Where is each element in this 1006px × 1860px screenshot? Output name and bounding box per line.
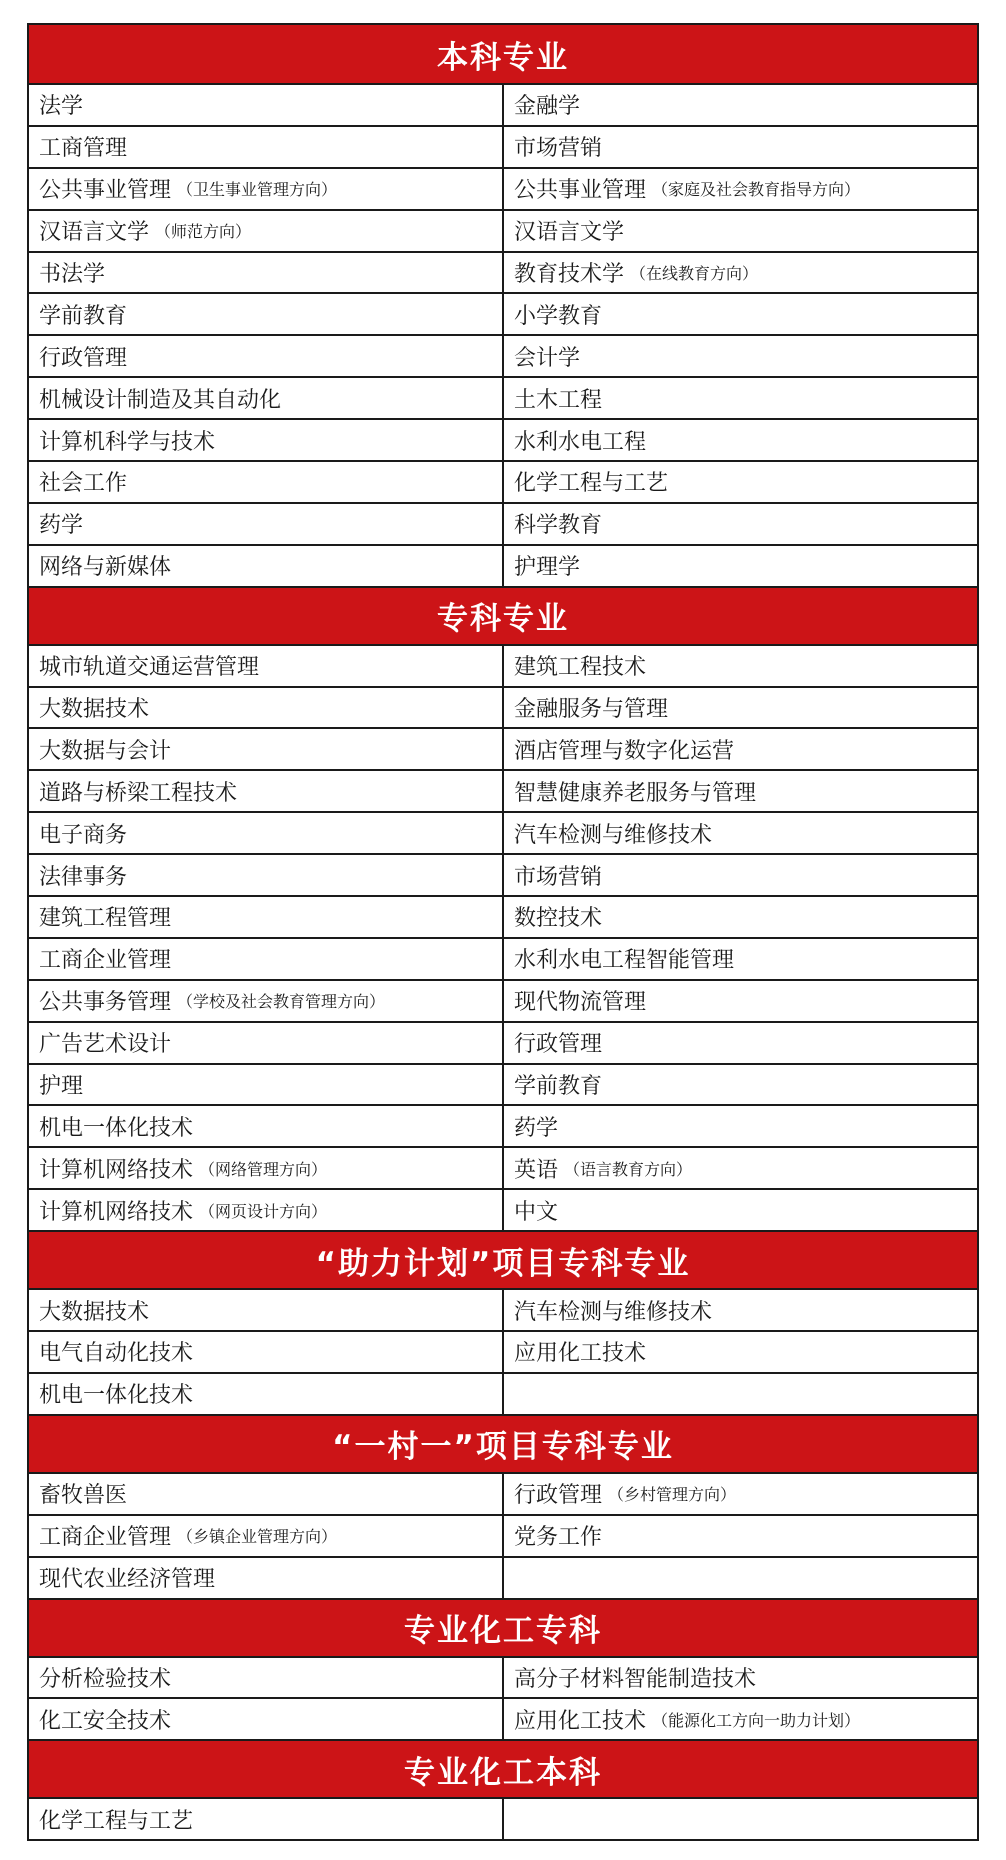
major-name: 公共事业管理 xyxy=(39,178,172,204)
major-name: 大数据与会计 xyxy=(39,738,172,764)
table-row xyxy=(29,811,977,853)
major-name: 护理 xyxy=(39,1074,84,1100)
major-cell xyxy=(504,546,977,586)
major-name: 道路与桥梁工程技术 xyxy=(39,780,238,806)
major-direction-note: （语言教育方向） xyxy=(564,1159,693,1179)
majors-table xyxy=(27,23,979,1841)
major-direction-note: （乡村管理方向） xyxy=(608,1485,737,1505)
major-cell xyxy=(504,897,977,937)
major-cell xyxy=(504,1658,977,1698)
major-cell xyxy=(504,1374,977,1414)
table-row xyxy=(29,1104,977,1146)
table-row xyxy=(29,937,977,979)
table-row xyxy=(29,1797,977,1839)
major-cell xyxy=(29,127,504,167)
table-row xyxy=(29,853,977,895)
major-cell xyxy=(29,85,504,125)
table-row xyxy=(29,83,977,125)
table-row xyxy=(29,644,977,686)
table-row xyxy=(29,251,977,293)
table-row xyxy=(29,895,977,937)
major-cell xyxy=(29,729,504,769)
major-cell xyxy=(29,1290,504,1330)
major-name: 药学 xyxy=(39,513,84,539)
major-cell xyxy=(504,127,977,167)
table-row xyxy=(29,460,977,502)
major-name: 书法学 xyxy=(39,262,106,287)
table-row xyxy=(29,1514,977,1556)
major-cell xyxy=(504,1799,977,1839)
major-cell xyxy=(504,688,977,728)
major-cell xyxy=(504,855,977,895)
major-cell xyxy=(29,420,504,460)
major-cell xyxy=(29,1106,504,1146)
major-name: 公共事务管理 xyxy=(39,990,172,1016)
major-name: 党务工作 xyxy=(514,1525,603,1551)
table-row xyxy=(29,1330,977,1372)
major-cell xyxy=(29,1799,504,1839)
major-name: 工商企业管理 xyxy=(39,1525,172,1551)
major-name: 广告艺术设计 xyxy=(39,1032,172,1058)
major-cell xyxy=(504,1699,977,1739)
major-name: 现代物流管理 xyxy=(514,990,647,1016)
major-name: 畜牧兽医 xyxy=(39,1483,128,1509)
major-cell xyxy=(29,855,504,895)
major-name: 土木工程 xyxy=(514,387,603,413)
table-row xyxy=(29,167,977,209)
major-cell xyxy=(29,1065,504,1105)
major-direction-note: （家庭及社会教育指导方向） xyxy=(652,180,861,200)
major-cell xyxy=(29,504,504,544)
major-name: 公共事业管理 xyxy=(514,178,647,204)
table-row xyxy=(29,125,977,167)
major-cell xyxy=(29,1474,504,1514)
major-cell xyxy=(504,1190,977,1230)
major-name: 化学工程与工艺 xyxy=(514,471,669,497)
major-name: 行政管理 xyxy=(514,1032,603,1058)
major-name: 法学 xyxy=(39,94,84,120)
table-row xyxy=(29,209,977,251)
major-cell xyxy=(29,981,504,1021)
major-direction-note: （卫生事业管理方向） xyxy=(177,180,338,200)
major-name: 应用化工技术 xyxy=(514,1708,647,1734)
major-name: 法律事务 xyxy=(39,864,128,890)
table-row xyxy=(29,1472,977,1514)
major-cell xyxy=(504,1558,977,1598)
major-cell xyxy=(504,1148,977,1188)
major-name: 大数据技术 xyxy=(39,1299,150,1325)
major-cell xyxy=(29,939,504,979)
major-cell xyxy=(504,1065,977,1105)
table-row xyxy=(29,1288,977,1330)
major-name: 电气自动化技术 xyxy=(39,1341,194,1367)
major-name: 计算机网络技术 xyxy=(39,1199,194,1225)
table-row xyxy=(29,1146,977,1188)
section-header: “助力计划”项目专科专业 xyxy=(29,1230,977,1288)
major-name: 行政管理 xyxy=(514,1483,603,1509)
section-header: 专业化工本科 xyxy=(29,1739,977,1797)
major-name: 工商管理 xyxy=(39,136,128,162)
major-cell xyxy=(504,1290,977,1330)
table-row xyxy=(29,1063,977,1105)
table-row xyxy=(29,418,977,460)
table-row xyxy=(29,769,977,811)
major-cell xyxy=(504,504,977,544)
major-name: 建筑工程管理 xyxy=(39,906,172,932)
major-name: 护理学 xyxy=(514,555,581,581)
major-name: 工商企业管理 xyxy=(39,948,172,974)
major-cell xyxy=(504,1474,977,1514)
major-cell xyxy=(504,1516,977,1556)
table-row xyxy=(29,1697,977,1739)
table-row xyxy=(29,1188,977,1230)
table-row xyxy=(29,376,977,418)
major-cell xyxy=(504,211,977,251)
table-row xyxy=(29,1556,977,1598)
major-cell xyxy=(29,378,504,418)
major-name: 汉语言文学 xyxy=(514,220,625,246)
section-header: “一村一”项目专科专业 xyxy=(29,1414,977,1472)
major-cell xyxy=(29,1332,504,1372)
major-cell xyxy=(504,981,977,1021)
major-cell xyxy=(29,336,504,376)
major-name: 教育技术学 xyxy=(514,262,625,287)
major-cell xyxy=(504,169,977,209)
major-name: 化学工程与工艺 xyxy=(39,1808,194,1834)
major-cell xyxy=(504,771,977,811)
major-cell xyxy=(29,1023,504,1063)
major-cell xyxy=(29,546,504,586)
major-direction-note: （能源化工方向一助力计划） xyxy=(652,1710,861,1730)
major-cell xyxy=(29,646,504,686)
major-name: 汽车检测与维修技术 xyxy=(514,822,713,848)
major-cell xyxy=(504,729,977,769)
major-name: 市场营销 xyxy=(514,136,603,162)
major-name: 水利水电工程智能管理 xyxy=(514,948,735,974)
major-direction-note: （学校及社会教育管理方向） xyxy=(177,992,386,1012)
major-name: 机械设计制造及其自动化 xyxy=(39,387,282,413)
major-direction-note: （网页设计方向） xyxy=(199,1201,328,1221)
major-name: 英语 xyxy=(514,1157,559,1183)
section-header: 本科专业 xyxy=(29,25,977,83)
major-cell xyxy=(29,253,504,293)
section-header: 专科专业 xyxy=(29,586,977,644)
major-name: 金融学 xyxy=(514,94,581,120)
major-name: 电子商务 xyxy=(39,822,128,848)
major-cell xyxy=(504,462,977,502)
major-name: 网络与新媒体 xyxy=(39,555,172,581)
major-name: 计算机科学与技术 xyxy=(39,429,216,455)
table-row xyxy=(29,1021,977,1063)
major-name: 机电一体化技术 xyxy=(39,1115,194,1141)
major-name: 学前教育 xyxy=(39,303,128,329)
major-cell xyxy=(29,688,504,728)
major-name: 智慧健康养老服务与管理 xyxy=(514,780,757,806)
major-cell xyxy=(504,1332,977,1372)
table-row xyxy=(29,979,977,1021)
major-name: 分析检验技术 xyxy=(39,1666,172,1692)
major-name: 中文 xyxy=(514,1199,559,1225)
major-name: 数控技术 xyxy=(514,906,603,932)
major-cell xyxy=(29,1190,504,1230)
major-cell xyxy=(29,1516,504,1556)
major-cell xyxy=(29,1148,504,1188)
major-cell xyxy=(29,1558,504,1598)
major-cell xyxy=(29,771,504,811)
major-cell xyxy=(29,211,504,251)
major-name: 小学教育 xyxy=(514,303,603,329)
major-cell xyxy=(504,336,977,376)
major-name: 市场营销 xyxy=(514,864,603,890)
major-name: 机电一体化技术 xyxy=(39,1383,194,1409)
major-name: 药学 xyxy=(514,1115,559,1141)
major-cell xyxy=(29,294,504,334)
major-direction-note: （乡镇企业管理方向） xyxy=(177,1527,338,1547)
major-cell xyxy=(504,1106,977,1146)
table-row xyxy=(29,686,977,728)
major-name: 大数据技术 xyxy=(39,697,150,723)
major-name: 城市轨道交通运营管理 xyxy=(39,655,260,681)
major-cell xyxy=(29,169,504,209)
major-cell xyxy=(29,813,504,853)
major-cell xyxy=(29,1658,504,1698)
major-name: 金融服务与管理 xyxy=(514,697,669,723)
major-name: 化工安全技术 xyxy=(39,1708,172,1734)
major-name: 学前教育 xyxy=(514,1074,603,1100)
major-name: 计算机网络技术 xyxy=(39,1157,194,1183)
major-name: 现代农业经济管理 xyxy=(39,1567,216,1593)
major-cell xyxy=(504,85,977,125)
major-direction-note: （师范方向） xyxy=(155,222,252,242)
table-row xyxy=(29,1656,977,1698)
major-cell xyxy=(504,939,977,979)
major-name: 高分子材料智能制造技术 xyxy=(514,1666,757,1692)
major-cell xyxy=(29,1699,504,1739)
major-direction-note: （在线教育方向） xyxy=(630,264,759,283)
section-header: 专业化工专科 xyxy=(29,1598,977,1656)
table-row xyxy=(29,292,977,334)
major-name: 建筑工程技术 xyxy=(514,655,647,681)
major-cell xyxy=(504,294,977,334)
major-name: 汉语言文学 xyxy=(39,220,150,246)
major-name: 水利水电工程 xyxy=(514,429,647,455)
table-row xyxy=(29,727,977,769)
major-cell xyxy=(504,378,977,418)
table-row xyxy=(29,334,977,376)
major-name: 行政管理 xyxy=(39,345,128,371)
major-name: 汽车检测与维修技术 xyxy=(514,1299,713,1325)
major-cell xyxy=(29,1374,504,1414)
major-name: 酒店管理与数字化运营 xyxy=(514,738,735,764)
major-name: 会计学 xyxy=(514,345,581,371)
major-name: 科学教育 xyxy=(514,513,603,539)
table-row xyxy=(29,1372,977,1414)
major-cell xyxy=(504,1023,977,1063)
major-cell xyxy=(504,813,977,853)
major-cell xyxy=(504,420,977,460)
major-name: 应用化工技术 xyxy=(514,1341,647,1367)
table-row xyxy=(29,502,977,544)
major-cell xyxy=(504,646,977,686)
major-cell xyxy=(29,897,504,937)
major-cell xyxy=(504,253,977,293)
major-cell xyxy=(29,462,504,502)
major-name: 社会工作 xyxy=(39,471,128,497)
table-row xyxy=(29,544,977,586)
major-direction-note: （网络管理方向） xyxy=(199,1159,328,1179)
